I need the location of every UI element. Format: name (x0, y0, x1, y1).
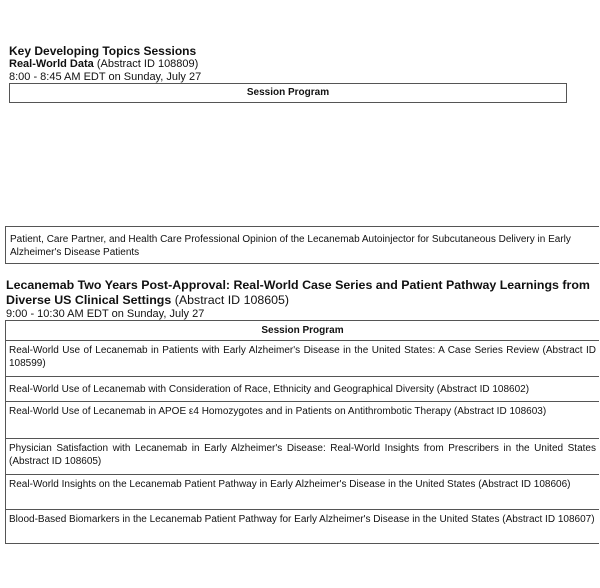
session-title-line (9, 58, 569, 71)
program-item: Physician Satisfaction with Lecanemab in Early Alzheimer's Disease: Real-World Insights from Prescribers in the United States (Abstract ID 108605) (6, 439, 599, 475)
section-heading: Key Developing Topics Sessions (9, 44, 197, 58)
program-item: Real-World Use of Lecanemab in APOE ε4 Homozygotes and in Patients on Antithrombotic Therapy (Abstract ID 108603) (6, 402, 599, 439)
session-abstract-id: (Abstract ID 108605) (174, 293, 290, 307)
session-title: Real-World Data (9, 58, 94, 70)
session-title-block (5, 278, 600, 308)
program-item: Real-World Use of Lecanemab with Consideration of Race, Ethnicity and Geographical Diversity (Abstract ID 108602) (6, 377, 599, 402)
program-item: Blood-Based Biomarkers in the Lecanemab Patient Pathway for Early Alzheimer's Disease in the United States (Abstract ID 108607) (6, 510, 599, 544)
program-item-autoinjector: Patient, Care Partner, and Health Care Professional Opinion of the Lecanemab Autoinjector for Subcutaneous Delivery in Early Alzheimer's Disease Patients (5, 226, 599, 264)
session-abstract-id: (Abstract ID 108809) (96, 58, 199, 70)
session-program-header: Session Program (5, 320, 599, 341)
session-title: Lecanemab Two Years Post-Approval: Real-World Case Series and Patient Pathway Learnings from Diverse US Clinical Settings (6, 278, 590, 307)
session-lecanemab-two-years (5, 278, 600, 544)
session-time: 9:00 - 10:30 AM EDT on Sunday, July 27 (6, 308, 205, 320)
program-item: Real-World Insights on the Lecanemab Patient Pathway in Early Alzheimer's Disease in the United States (Abstract ID 108606) (6, 475, 599, 510)
program-item: Real-World Use of Lecanemab in Patients with Early Alzheimer's Disease in the United States: A Case Series Review (Abstract ID 108599) (6, 341, 599, 377)
session-program-list (5, 341, 599, 544)
session-time: 8:00 - 8:45 AM EDT on Sunday, July 27 (9, 71, 202, 83)
session-program-header: Session Program (9, 83, 567, 103)
session-real-world-data (9, 44, 569, 103)
